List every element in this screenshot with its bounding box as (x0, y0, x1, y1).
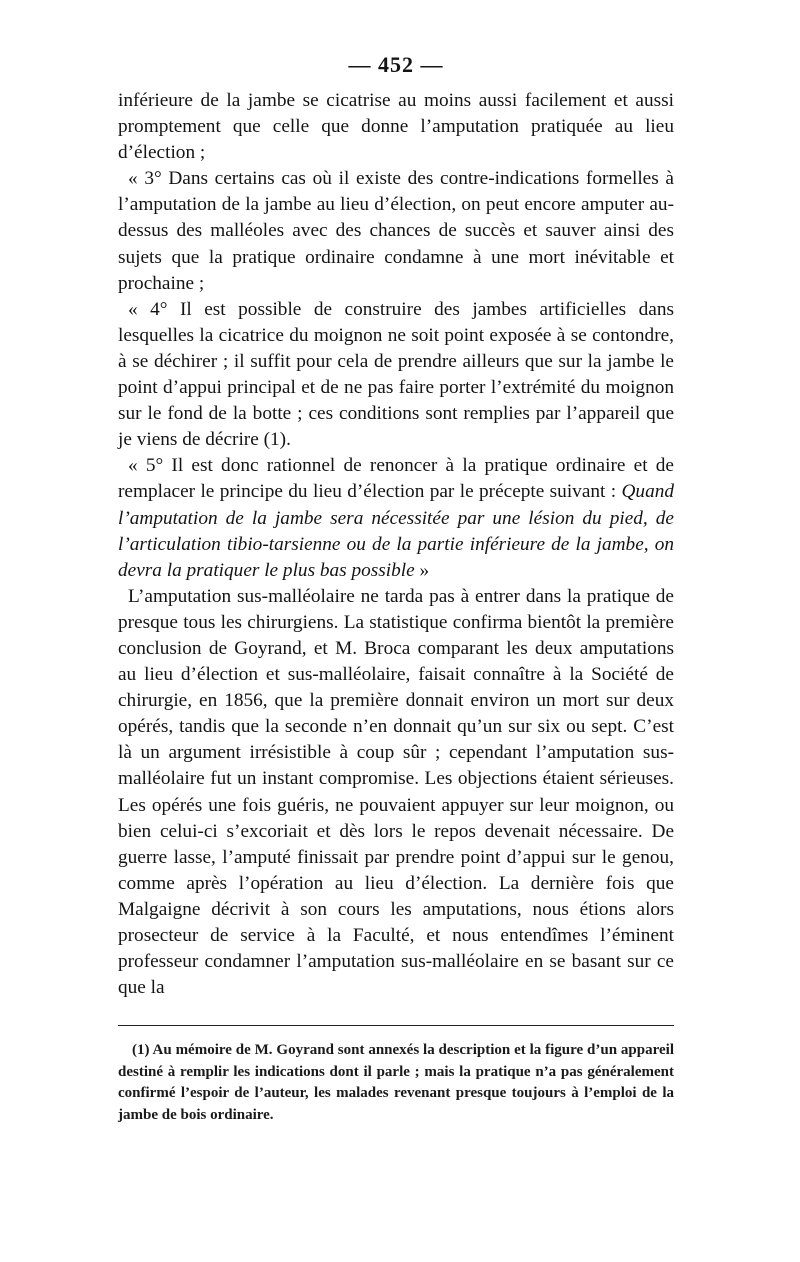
closing-quote: » (414, 559, 430, 581)
page-number: — 452 — (348, 52, 444, 77)
paragraph-2 (118, 166, 674, 296)
paragraph-text: inférieure de la jambe se cicatrise au moins aussi facilement et aussi promptement que celle que donne l’amputation pratiquée au lieu d’élection ; (118, 90, 674, 164)
paragraph-1 (118, 88, 674, 166)
paragraph-4 (118, 453, 674, 583)
paragraph-text: « 3° Dans certains cas où il existe des contre-indications formelles à l’amputation de la jambe au lieu d’élection, on peut encore amputer au-dessus des malléoles avec des chances de succès et sauver ainsi des sujets que la pratique ordinaire condamne à une mort inévitable et prochaine ; (118, 168, 674, 294)
main-text (118, 88, 674, 1001)
paragraph-text: L’amputation sus-malléolaire ne tarda pas à entrer dans la pratique de presque tous les chirurgiens. La statistique confirma bientôt la première conclusion de Goyrand, et M. Broca comparant les deux amputations au lieu d’élection et sus-malléolaire, faisait connaître à la Société de chirurgie, en 1856, que la première donnait environ un mort sur deux opérés, tandis que la seconde n’en donnait qu’un sur six ou sept. C’est là un argument irrésistible à coup sûr ; cependant l’amputation sus-malléolaire fut un instant compromise. Les objections étaient sérieuses. Les opérés une fois guéris, ne pouvaient appuyer sur leur moignon, ou bien celui-ci s’excoriait et dès lors le repos devenait nécessaire. De guerre lasse, l’amputé finissait par prendre point d’appui sur le genou, comme après l’opération au lieu d’élection. La dernière fois que Malgaigne décrivit à son cours les amputations, nous étions alors prosecteur de service à la Faculté, et nous entendîmes l’éminent professeur condamner l’amputation sus-malléolaire en se basant sur ce que la (118, 585, 674, 999)
book-page (118, 52, 674, 1126)
footnote-text: (1) Au mémoire de M. Goyrand sont annexés la description et la figure d’un appareil destiné à remplir les indications dont il parle ; mais la pratique n’a pas généralement confirmé l’espoir de l’auteur, les malades revenant presque toujours à l’emploi de la jambe de bois ordinaire. (118, 1042, 674, 1123)
paragraph-5 (118, 584, 674, 1002)
paragraph-text: « 4° Il est possible de construire des jambes artificielles dans lesquelles la cicatrice du moignon ne soit point exposée à se contondre, à se déchirer ; il suffit pour cela de prendre ailleurs que sur la jambe le point d’appui principal et de ne pas faire porter l’extrémité du moignon sur le fond de la botte ; ces conditions sont remplies par l’appareil que je viens de décrire (1). (118, 298, 674, 451)
footnote (118, 1040, 674, 1126)
paragraph-text: « 5° Il est donc rationnel de renoncer à la pratique ordinaire et de remplacer le principe du lieu d’élection par le précepte suivant : (118, 455, 674, 503)
paragraph-3 (118, 297, 674, 454)
italic-precept: Quand l’amputation de la jambe sera nécessitée par une lésion du pied, de l’articulation tibio-tarsienne ou de la partie inférieure de la jambe, on devra la pratiquer le plus bas possible (118, 481, 674, 581)
footnote-divider (118, 1025, 674, 1026)
